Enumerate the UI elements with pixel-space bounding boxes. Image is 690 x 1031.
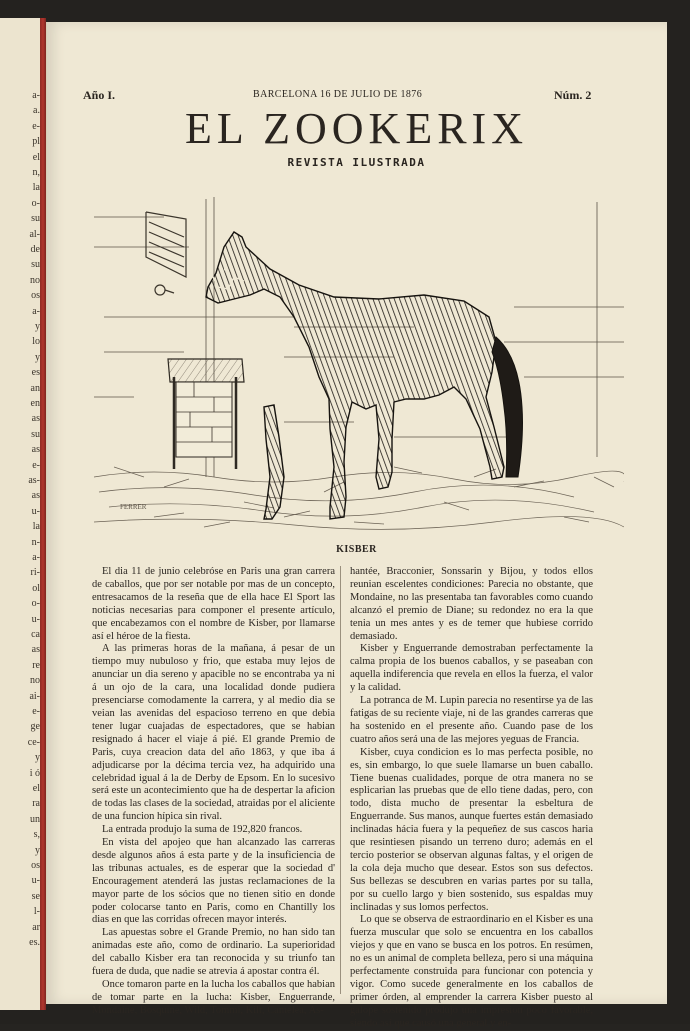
left-page-text-fragment: i ó [29,767,40,779]
straw-floor [94,467,624,529]
paragraph: En vista del apojeo que han alcanzado las carreras desde algunos años á esta parte y de la insuficiencia de las tribunas actuales, es de esperar que la sociedad d' Encouragement atenderá las justas reclamaciones de la mayor parte de los sócios que no tienen sitio en donde poder colocarse tanto en Paris, como en Chantilly los dias en que las corridas ofrecen mayor interés. [92,837,335,926]
left-page-text-fragment: ge [30,721,40,733]
left-page-text-fragment: y [35,844,40,856]
left-page-text-fragment: ri- [30,567,40,579]
left-page-text-fragment: e- [32,706,40,717]
left-page-text-fragment: o- [31,197,40,209]
left-page-text-fragment: s, [33,829,40,841]
left-page-text-fragment: ce- [27,736,40,748]
paragraph: Kisber y Enguerrande demostraban perfectamente la calma propia de los buenos caballos, y se paseaban con aquella indiferencia que revela en ellos la fuerza, el valor y la calidad. [350,643,593,694]
left-page-text-fragment: as- [28,475,40,486]
issue-number: Núm. 2 [554,88,592,102]
left-page-text-fragment: ai- [29,690,40,702]
left-page-text-fragment: as [31,444,40,456]
left-page-text-fragment: as [31,413,40,425]
left-page-text-fragment: su [31,259,40,271]
left-page-text-fragment: ra [32,798,40,810]
left-page-text-fragment: ar [32,921,40,933]
paragraph: Lo que se observa de estraordinario en el Kisber es una fuerza muscular que solo se encuentra en los caballos viejos y que en vano se busca en los potros. En resúmen, no es un animal de completa belleza, pero si una máquina perfectamente construida para funcionar con potencia y vigor. Como sucede generalmente en los caballos de primer órden, al emprender la carrera Kisber puesto al galope sostenido produjo una impresion poco favorable, siendo así que causó una general y en- [350,914,593,1029]
left-page-text-fragment: la [32,182,40,194]
left-page-text-fragment: u- [31,875,40,887]
paragraph: La potranca de M. Lupin parecia no resentirse ya de las fatigas de su reciente viaje, ni de las grandes carreras que ha sostenido en el presente año. Cuando pase de los cuatro años será una de las mejores yeguas de Francia. [350,695,593,745]
masthead-subtitle: REVISTA ILUSTRADA [287,156,426,169]
left-page-text-fragment: o- [31,598,40,610]
tie-ring [155,285,174,295]
left-page-text-fragment: u- [31,613,40,625]
paragraph: Kisber, cuya condicion es lo mas perfecta posible, no es, sin embargo, lo que suele llamarse un buen caballo. Tiene buenas cualidades, porque de otra manera no se esplicarian las pruebas que de ello tiene dadas, pero, con todo, dista mucho de presentar la esbeltura de Enguerrande. Sus manos, aunque fuertes están demasiado inclinadas hácia fuera y la pequeñez de sus cascos haria que resintiesen pisando un terreno duro; además en el tercio posterior se observan algunas faltas, y el origen de la cola deja mucho que desear. Estos son sus defectos. Sus bellezas se descubren en varias partes por su talla, por su cuello largo y bien sostenido, sus espaldas muy inclinadas y sus lomos perfectos. [350,746,593,913]
left-page-edge [0,18,43,1010]
left-page-text-fragment: a. [33,105,40,117]
horse-figure [206,232,523,519]
paragraph: El dia 11 de junio celebróse en Paris una gran carrera de caballos, que por ser notable por mas de un concepto, entresacamos de la reseña que de ella hace El Sport las noticias necesarias para componer el presente artículo, que encabezamos con el nombre de Kisber, por llamarse así el héroe de la fiesta. [92,566,335,642]
newspaper-page [46,22,667,1029]
feed-crib [168,359,244,469]
column-divider [340,566,341,994]
left-page-text-fragment: ca [31,629,40,640]
left-page-text-fragment: en [30,398,40,409]
left-page-text-fragment: n- [31,536,40,548]
left-page-text-fragment: no [30,274,40,286]
illustration-caption: KISBER [336,544,377,555]
paragraph: Once tomaron parte en la lucha los caballos que habian de tomar parte en la lucha: Kisber, Enguerrande, Mondaine, Bosquine, Wild, Tommi, Kilt, Caméléa, As- [92,979,335,1016]
dateline: BARCELONA 16 DE JULIO DE 1876 [253,89,423,100]
stable-window [146,212,186,277]
left-page-text-fragment: su [31,428,40,440]
left-page-text-fragment: es [31,367,40,379]
left-page-text-fragment: a- [32,552,40,563]
left-page-text-fragment: l- [33,906,40,918]
left-page-text-fragment: pl [32,136,40,148]
left-page-text-fragment: y [35,351,40,363]
paragraph: Las apuestas sobre el Grande Premio, no han sido tan animadas este año, como de ordinario. La superioridad del caballo Kisber era tan reconocida y su triunfo tan fuera de duda, que nadie se atrevia á apostar contra él. [92,927,335,978]
left-page-text-fragment: u- [31,505,40,517]
left-page-text-fragment: a- [32,305,40,317]
left-page-text-fragment: an [30,382,40,394]
left-page-text-fragment: y [35,752,40,764]
paragraph: A las primeras horas de la mañana, á pesar de un tiempo muy nubuloso y frio, que estaba muy lejos de anunciar un dia sereno y apacible no se encontraba ya ni á un ojo de la cara, una localidad donde pudiera presenciarse comodamente la carrera, y al medio dia se veian las avenidas del espacioso terreno en que debia tener lugar cuajadas de espectadores, que se habian resignado á hacer el viaje á pié. El grande Premio de Paris, cuya creacion data del año 1863, y que iba á adjudicarse por la décima tercia vez, ha adquirido una celebridad igual á la de Derby de Epsom. En lo sucesivo será este un acontecimiento que ha de despertar la aficion de todas las clases de la sociedad, atraidas por el aliciente de una funcion hípica sin rival. [92,643,335,823]
left-page-text-fragment: su [31,213,40,225]
left-page-text-fragment: y [35,321,40,332]
horse-engraving [94,177,624,537]
left-page-text-fragment: el [32,151,40,163]
left-page-text-fragment: as [31,644,40,656]
left-page-text-fragment: e- [32,459,40,471]
left-page-text-fragment: n, [32,167,40,178]
left-page-text-fragment: el [32,783,40,794]
left-page-text-fragment: a- [32,90,40,101]
left-page-text-fragment: de [30,244,40,255]
left-page-text-fragment: e- [32,120,40,132]
left-page-text-fragment: re [32,659,40,671]
left-page-text-fragment: es. [29,937,40,948]
left-page-text-fragment: la [32,521,40,533]
left-page-text-fragment: as [31,490,40,502]
article-left-column [92,566,335,1018]
engraver-signature: FERRER [120,503,147,511]
paragraph: hantée, Bracconier, Sonssarin y Bijou, y todos ellos reunian escelentes condiciones: Parecia no obstante, que Mondaine, no las presentaba tan favorables como cuando alcanzó el premio de Diane; su redondez no era la que tenia un mes antes y es de temer que hubiese corrido demasiado. [350,566,593,642]
left-page-text-fragment: ol [32,582,40,594]
masthead-title: EL ZOOKERIX [185,104,528,153]
left-page-text-fragment: al- [29,228,40,240]
page-inner-edge [46,22,47,1004]
left-page-text-fragment: no [30,675,40,687]
year-label: Año I. [83,88,116,102]
left-page-text-fragment: un [30,813,40,825]
paragraph: La entrada produjo la suma de 192,820 francos. [102,824,303,836]
left-page-text-fragment: os [31,290,40,302]
left-page-text-fragment: se [31,890,40,902]
left-page-text-fragment: os [31,860,40,871]
article-right-column [350,566,593,1031]
left-page-text-fragment: lo [32,336,40,348]
